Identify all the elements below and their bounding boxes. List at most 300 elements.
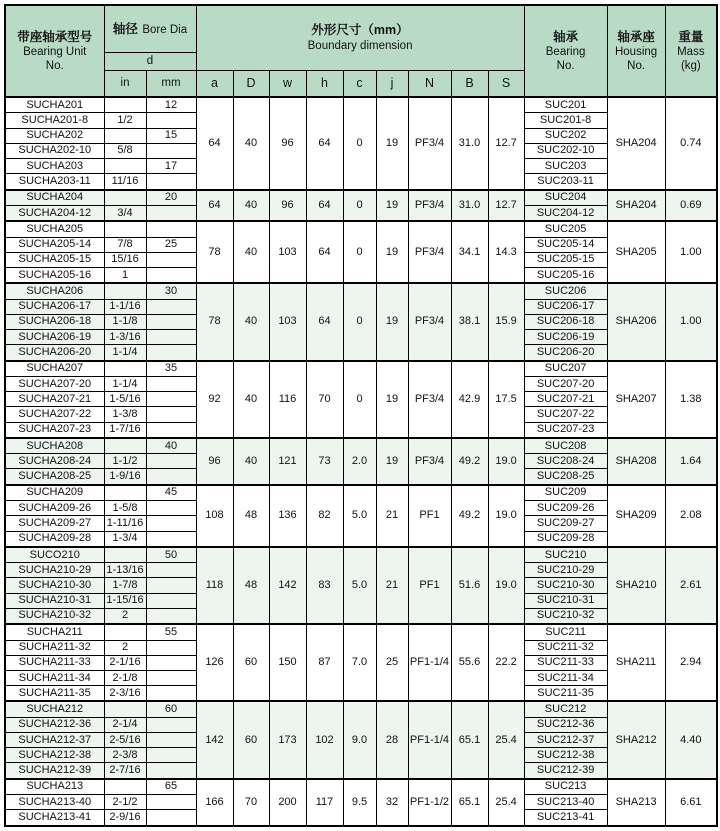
cell-bearing-unit: SUCHA201 (5, 97, 104, 113)
cell-bearing-unit: SUCHA205-14 (5, 237, 104, 252)
cell-bearing-no: SUC207-22 (524, 407, 607, 422)
cell-bearing-no: SUC209-28 (524, 531, 607, 547)
table-row (5, 624, 717, 640)
cell-dim-c: 0 (343, 97, 376, 190)
cell-bore-mm (146, 174, 196, 190)
cell-bore-in: 5/8 (104, 143, 146, 158)
cell-bore-in: 1-13/16 (104, 563, 146, 578)
cell-dim-D: 40 (233, 190, 269, 222)
cell-bearing-no: SUC211 (524, 624, 607, 640)
header-mass-en1: Mass (677, 45, 705, 58)
cell-bore-mm (146, 221, 196, 237)
cell-bore-in (104, 438, 146, 454)
cell-bore-mm (146, 717, 196, 732)
cell-bore-mm (146, 810, 196, 826)
cell-bearing-unit: SUCHA205 (5, 221, 104, 237)
cell-bore-in: 2-9/16 (104, 810, 146, 826)
table-row (5, 361, 717, 377)
table-row (5, 283, 717, 299)
cell-housing-no: SHA212 (607, 701, 665, 778)
cell-bore-in: 1 (104, 267, 146, 283)
cell-dim-S: 14.3 (488, 221, 524, 283)
header-bearing-no-en1: Bearing (545, 45, 586, 58)
cell-bore-in: 2-3/8 (104, 748, 146, 763)
table-body (5, 97, 717, 826)
cell-bore-in: 1-15/16 (104, 593, 146, 608)
cell-dim-w: 150 (269, 624, 306, 701)
cell-bore-mm (146, 593, 196, 608)
cell-bore-in: 1-7/8 (104, 578, 146, 593)
cell-mass: 1.38 (665, 361, 717, 438)
table-row (5, 547, 717, 563)
cell-bearing-unit: SUCHA206-18 (5, 314, 104, 329)
cell-dim-j: 19 (376, 361, 408, 438)
cell-dim-B: 31.0 (451, 97, 488, 190)
cell-dim-B: 34.1 (451, 221, 488, 283)
cell-bore-mm (146, 763, 196, 779)
cell-bore-in (104, 283, 146, 299)
header-housing-no-zh: 轴承座 (617, 29, 655, 44)
cell-bore-mm: 25 (146, 237, 196, 252)
header-dim-a: a (196, 70, 233, 97)
cell-bore-mm (146, 469, 196, 485)
cell-bearing-no: SUC207-20 (524, 376, 607, 391)
cell-bore-in: 2 (104, 608, 146, 624)
cell-dim-w: 116 (269, 361, 306, 438)
cell-dim-h: 64 (306, 283, 343, 360)
header-boundary-en: Boundary dimension (307, 39, 413, 52)
cell-dim-S: 25.4 (488, 779, 524, 826)
cell-bearing-unit: SUCHA212-39 (5, 763, 104, 779)
header-mass (665, 5, 717, 97)
cell-dim-j: 21 (376, 485, 408, 547)
cell-dim-B: 65.1 (451, 779, 488, 826)
cell-bearing-no: SUC212-37 (524, 733, 607, 748)
cell-dim-a: 118 (196, 547, 233, 624)
cell-dim-w: 136 (269, 485, 306, 547)
cell-bearing-unit: SUCHA204-12 (5, 205, 104, 221)
header-bore-dia-zh: 轴径 (112, 21, 138, 36)
cell-dim-h: 82 (306, 485, 343, 547)
cell-dim-D: 40 (233, 283, 269, 360)
table-row (5, 97, 717, 113)
cell-bore-mm (146, 330, 196, 345)
cell-bearing-no: SUC213 (524, 779, 607, 795)
header-mass-en2: (kg) (680, 60, 701, 73)
cell-bore-mm (146, 345, 196, 361)
cell-bore-in (104, 97, 146, 113)
cell-dim-a: 92 (196, 361, 233, 438)
cell-dim-a: 108 (196, 485, 233, 547)
header-boundary-dimension (196, 5, 524, 70)
cell-bearing-no: SUC212-38 (524, 748, 607, 763)
cell-bore-in: 15/16 (104, 252, 146, 267)
cell-bore-in: 1-1/4 (104, 345, 146, 361)
cell-dim-j: 19 (376, 221, 408, 283)
cell-dim-S: 12.7 (488, 97, 524, 190)
cell-bore-in (104, 361, 146, 377)
cell-bearing-unit: SUCHA212-36 (5, 717, 104, 732)
cell-bore-in: 2 (104, 640, 146, 655)
cell-bore-in: 11/16 (104, 174, 146, 190)
cell-dim-a: 96 (196, 438, 233, 485)
cell-bearing-no: SUC205 (524, 221, 607, 237)
cell-housing-no: SHA204 (607, 97, 665, 190)
cell-bearing-no: SUC207-23 (524, 422, 607, 438)
cell-dim-N: PF3/4 (408, 361, 451, 438)
cell-bearing-unit: SUCHA203-11 (5, 174, 104, 190)
cell-bearing-unit: SUCHA213-41 (5, 810, 104, 826)
header-unit-in: in (104, 70, 146, 97)
cell-dim-B: 49.2 (451, 438, 488, 485)
cell-bearing-no: SUC212-39 (524, 763, 607, 779)
cell-bore-in: 1-1/16 (104, 299, 146, 314)
cell-bearing-unit: SUCHA211-35 (5, 686, 104, 702)
cell-bearing-no: SUC210-29 (524, 563, 607, 578)
header-bearing-no (524, 5, 607, 97)
cell-dim-N: PF3/4 (408, 190, 451, 222)
cell-bearing-unit: SUCHA207-20 (5, 376, 104, 391)
cell-dim-S: 19.0 (488, 438, 524, 485)
cell-dim-h: 87 (306, 624, 343, 701)
cell-bearing-no: SUC205-14 (524, 237, 607, 252)
cell-dim-c: 7.0 (343, 624, 376, 701)
cell-bore-in: 1-3/4 (104, 531, 146, 547)
cell-dim-B: 65.1 (451, 701, 488, 778)
cell-bore-mm (146, 205, 196, 221)
cell-dim-c: 5.0 (343, 485, 376, 547)
cell-bearing-no: SUC208 (524, 438, 607, 454)
cell-bearing-unit: SUCHA208-24 (5, 454, 104, 469)
cell-bearing-unit: SUCHA213 (5, 779, 104, 795)
cell-dim-h: 70 (306, 361, 343, 438)
cell-dim-a: 166 (196, 779, 233, 826)
cell-bore-mm: 45 (146, 485, 196, 501)
cell-bore-in (104, 190, 146, 206)
cell-dim-S: 22.2 (488, 624, 524, 701)
cell-bore-mm: 30 (146, 283, 196, 299)
cell-dim-w: 96 (269, 190, 306, 222)
bearing-spec-table (4, 4, 718, 827)
cell-bearing-no: SUC201-8 (524, 113, 607, 128)
cell-bearing-unit: SUCHA210-30 (5, 578, 104, 593)
cell-bearing-no: SUC212-36 (524, 717, 607, 732)
cell-bore-in: 1-1/4 (104, 376, 146, 391)
cell-dim-c: 9.0 (343, 701, 376, 778)
cell-dim-a: 64 (196, 97, 233, 190)
cell-bore-in (104, 701, 146, 717)
header-dim-S: S (488, 70, 524, 97)
cell-bearing-unit: SUCO210 (5, 547, 104, 563)
header-unit-mm: mm (146, 70, 196, 97)
cell-dim-D: 40 (233, 438, 269, 485)
cell-dim-N: PF3/4 (408, 97, 451, 190)
header-bearing-unit-en1: Bearing Unit (23, 45, 87, 58)
cell-bearing-no: SUC209 (524, 485, 607, 501)
cell-bore-in: 1/2 (104, 113, 146, 128)
header-dim-w: w (269, 70, 306, 97)
cell-bore-mm (146, 578, 196, 593)
table-header (5, 5, 717, 97)
cell-bore-mm: 65 (146, 779, 196, 795)
cell-bearing-no: SUC210-32 (524, 608, 607, 624)
cell-bearing-unit: SUCHA212 (5, 701, 104, 717)
cell-bore-mm: 17 (146, 158, 196, 173)
header-dim-h: h (306, 70, 343, 97)
cell-bore-in: 1-11/16 (104, 516, 146, 531)
cell-bore-mm (146, 143, 196, 158)
cell-bearing-no: SUC212 (524, 701, 607, 717)
cell-bore-in: 2-1/8 (104, 670, 146, 685)
cell-bearing-no: SUC206 (524, 283, 607, 299)
cell-housing-no: SHA207 (607, 361, 665, 438)
cell-bearing-no: SUC205-16 (524, 267, 607, 283)
cell-dim-D: 40 (233, 97, 269, 190)
cell-dim-h: 73 (306, 438, 343, 485)
cell-bearing-no: SUC209-27 (524, 516, 607, 531)
cell-bearing-unit: SUCHA207-21 (5, 392, 104, 407)
cell-dim-a: 78 (196, 283, 233, 360)
cell-bore-in (104, 624, 146, 640)
cell-bore-in: 1-1/2 (104, 454, 146, 469)
cell-bearing-no: SUC207 (524, 361, 607, 377)
cell-bore-mm (146, 748, 196, 763)
cell-bearing-unit: SUCHA208 (5, 438, 104, 454)
cell-bore-mm: 20 (146, 190, 196, 206)
cell-dim-N: PF1 (408, 547, 451, 624)
cell-bore-in (104, 547, 146, 563)
cell-bearing-no: SUC202-10 (524, 143, 607, 158)
cell-bearing-unit: SUCHA201-8 (5, 113, 104, 128)
cell-bore-in: 1-1/8 (104, 314, 146, 329)
cell-bearing-unit: SUCHA209-28 (5, 531, 104, 547)
cell-bearing-no: SUC213-40 (524, 795, 607, 810)
cell-bearing-no: SUC213-41 (524, 810, 607, 826)
cell-mass: 4.40 (665, 701, 717, 778)
cell-dim-h: 83 (306, 547, 343, 624)
cell-bore-in (104, 128, 146, 143)
cell-dim-B: 38.1 (451, 283, 488, 360)
cell-bearing-no: SUC206-17 (524, 299, 607, 314)
cell-bore-in (104, 221, 146, 237)
cell-dim-N: PF3/4 (408, 438, 451, 485)
cell-dim-S: 25.4 (488, 701, 524, 778)
cell-bearing-unit: SUCHA206 (5, 283, 104, 299)
cell-bearing-no: SUC204-12 (524, 205, 607, 221)
cell-bearing-unit: SUCHA209-26 (5, 501, 104, 516)
cell-bearing-no: SUC210-30 (524, 578, 607, 593)
cell-dim-j: 32 (376, 779, 408, 826)
cell-bore-in: 2-5/16 (104, 733, 146, 748)
header-bore-dia (104, 5, 196, 52)
cell-dim-c: 0 (343, 221, 376, 283)
cell-dim-h: 64 (306, 97, 343, 190)
cell-dim-N: PF1-1/4 (408, 701, 451, 778)
cell-dim-D: 48 (233, 547, 269, 624)
header-bore-dia-en: Bore Dia (142, 23, 188, 36)
cell-bearing-unit: SUCHA211-32 (5, 640, 104, 655)
cell-dim-B: 51.6 (451, 547, 488, 624)
cell-dim-w: 173 (269, 701, 306, 778)
header-mass-zh: 重量 (678, 29, 704, 44)
cell-dim-j: 19 (376, 438, 408, 485)
cell-bore-in: 1-3/8 (104, 407, 146, 422)
cell-dim-c: 0 (343, 283, 376, 360)
cell-bearing-unit: SUCHA207 (5, 361, 104, 377)
cell-bore-mm (146, 733, 196, 748)
cell-bearing-no: SUC206-20 (524, 345, 607, 361)
cell-dim-j: 19 (376, 97, 408, 190)
cell-bearing-unit: SUCHA210-29 (5, 563, 104, 578)
cell-bearing-unit: SUCHA209-27 (5, 516, 104, 531)
cell-bore-mm (146, 299, 196, 314)
cell-mass: 6.61 (665, 779, 717, 826)
cell-housing-no: SHA209 (607, 485, 665, 547)
cell-bearing-no: SUC210 (524, 547, 607, 563)
cell-bore-mm (146, 670, 196, 685)
cell-bore-in (104, 158, 146, 173)
cell-bearing-unit: SUCHA210-32 (5, 608, 104, 624)
cell-bearing-no: SUC211-33 (524, 655, 607, 670)
cell-dim-j: 19 (376, 190, 408, 222)
cell-bore-mm (146, 113, 196, 128)
cell-dim-h: 64 (306, 221, 343, 283)
table-row (5, 221, 717, 237)
cell-bore-mm (146, 516, 196, 531)
cell-bearing-unit: SUCHA205-16 (5, 267, 104, 283)
cell-bearing-unit: SUCHA208-25 (5, 469, 104, 485)
cell-bore-in: 2-7/16 (104, 763, 146, 779)
cell-bearing-no: SUC209-26 (524, 501, 607, 516)
cell-dim-j: 21 (376, 547, 408, 624)
header-housing-no-en1: Housing (614, 45, 658, 58)
cell-bearing-unit: SUCHA206-17 (5, 299, 104, 314)
cell-dim-N: PF1-1/2 (408, 779, 451, 826)
cell-dim-B: 31.0 (451, 190, 488, 222)
cell-bearing-unit: SUCHA202-10 (5, 143, 104, 158)
cell-bore-mm (146, 795, 196, 810)
cell-bearing-unit: SUCHA211-33 (5, 655, 104, 670)
header-dim-D: D (233, 70, 269, 97)
header-bearing-unit-zh: 带座轴承型号 (17, 29, 93, 44)
cell-bearing-no: SUC206-19 (524, 330, 607, 345)
cell-bearing-no: SUC211-35 (524, 686, 607, 702)
cell-bearing-unit: SUCHA211-34 (5, 670, 104, 685)
cell-bearing-no: SUC205-15 (524, 252, 607, 267)
cell-bearing-unit: SUCHA204 (5, 190, 104, 206)
cell-bearing-unit: SUCHA213-40 (5, 795, 104, 810)
cell-mass: 1.64 (665, 438, 717, 485)
header-bearing-no-zh: 轴承 (553, 29, 579, 44)
cell-mass: 2.94 (665, 624, 717, 701)
header-housing-no (607, 5, 665, 97)
table-row (5, 438, 717, 454)
cell-bore-in: 1-3/16 (104, 330, 146, 345)
cell-mass: 2.61 (665, 547, 717, 624)
header-dim-j: j (376, 70, 408, 97)
cell-dim-w: 200 (269, 779, 306, 826)
cell-bearing-unit: SUCHA206-20 (5, 345, 104, 361)
cell-housing-no: SHA213 (607, 779, 665, 826)
cell-bore-mm (146, 608, 196, 624)
cell-dim-B: 55.6 (451, 624, 488, 701)
cell-housing-no: SHA205 (607, 221, 665, 283)
cell-bearing-no: SUC201 (524, 97, 607, 113)
header-boundary-zh: 外形尺寸（mm） (311, 23, 409, 38)
cell-bore-mm: 55 (146, 624, 196, 640)
cell-bore-mm: 35 (146, 361, 196, 377)
cell-dim-a: 126 (196, 624, 233, 701)
cell-dim-D: 40 (233, 221, 269, 283)
cell-dim-D: 60 (233, 624, 269, 701)
cell-bore-mm (146, 640, 196, 655)
cell-housing-no: SHA204 (607, 190, 665, 222)
cell-bore-in: 3/4 (104, 205, 146, 221)
cell-bore-in: 1-5/8 (104, 501, 146, 516)
table-row (5, 190, 717, 206)
cell-bearing-unit: SUCHA212-37 (5, 733, 104, 748)
cell-bearing-no: SUC202 (524, 128, 607, 143)
cell-dim-N: PF1 (408, 485, 451, 547)
cell-bore-in: 7/8 (104, 237, 146, 252)
cell-bearing-no: SUC206-18 (524, 314, 607, 329)
header-dim-c: c (343, 70, 376, 97)
cell-housing-no: SHA208 (607, 438, 665, 485)
cell-bearing-unit: SUCHA212-38 (5, 748, 104, 763)
table-row (5, 701, 717, 717)
cell-mass: 2.08 (665, 485, 717, 547)
cell-bore-in: 1-9/16 (104, 469, 146, 485)
cell-dim-h: 117 (306, 779, 343, 826)
cell-bearing-unit: SUCHA205-15 (5, 252, 104, 267)
cell-bearing-no: SUC210-31 (524, 593, 607, 608)
cell-bearing-no: SUC208-25 (524, 469, 607, 485)
cell-bearing-no: SUC211-34 (524, 670, 607, 685)
header-dim-N: N (408, 70, 451, 97)
cell-dim-w: 103 (269, 221, 306, 283)
cell-dim-w: 103 (269, 283, 306, 360)
cell-dim-c: 5.0 (343, 547, 376, 624)
cell-housing-no: SHA210 (607, 547, 665, 624)
cell-dim-S: 19.0 (488, 485, 524, 547)
header-housing-no-en2: No. (627, 60, 646, 73)
cell-bore-mm (146, 454, 196, 469)
cell-dim-h: 102 (306, 701, 343, 778)
cell-dim-D: 48 (233, 485, 269, 547)
cell-bearing-unit: SUCHA209 (5, 485, 104, 501)
cell-dim-h: 64 (306, 190, 343, 222)
cell-dim-N: PF3/4 (408, 221, 451, 283)
cell-dim-B: 42.9 (451, 361, 488, 438)
cell-bore-in (104, 779, 146, 795)
cell-bore-in: 2-3/16 (104, 686, 146, 702)
cell-dim-a: 78 (196, 221, 233, 283)
cell-bearing-no: SUC208-24 (524, 454, 607, 469)
cell-bearing-no: SUC211-32 (524, 640, 607, 655)
cell-bore-mm (146, 407, 196, 422)
header-bearing-unit-en2: No. (45, 60, 64, 73)
cell-bore-in: 2-1/4 (104, 717, 146, 732)
cell-dim-S: 15.9 (488, 283, 524, 360)
cell-mass: 1.00 (665, 221, 717, 283)
cell-dim-c: 9.5 (343, 779, 376, 826)
cell-dim-w: 121 (269, 438, 306, 485)
cell-bore-mm (146, 252, 196, 267)
cell-mass: 1.00 (665, 283, 717, 360)
cell-bore-mm (146, 686, 196, 702)
cell-dim-D: 60 (233, 701, 269, 778)
cell-bore-in: 2-1/2 (104, 795, 146, 810)
